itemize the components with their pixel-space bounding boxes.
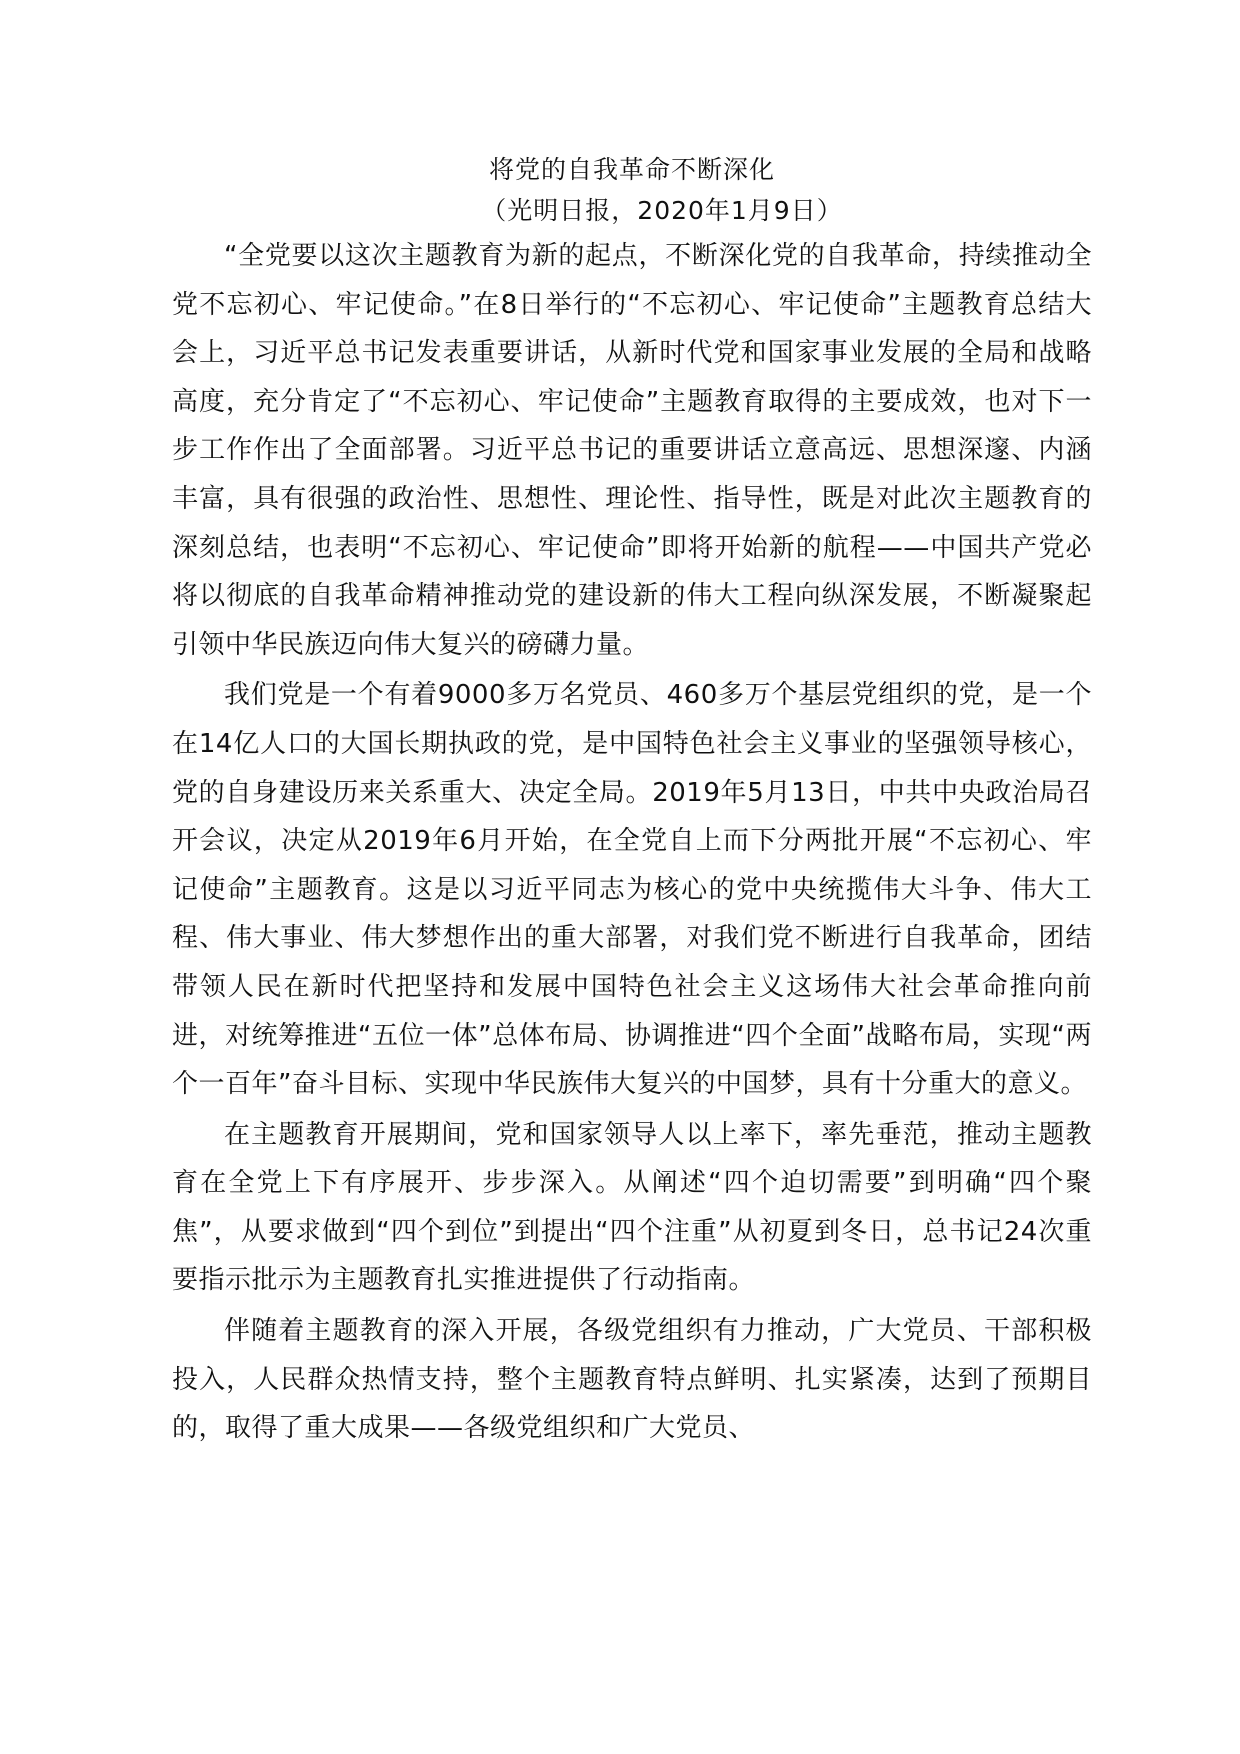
paragraph-2: 我们党是一个有着9000多万名党员、460多万个基层党组织的党，是一个在14亿人口的大国长期执政的党，是中国特色社会主义事业的坚强领导核心，党的自身建设历来关系重大、决定全局。2019年5月13日，中共中央政治局召开会议，决定从2019年6月开始，在全党自上而下分两批开展“不忘初心、牢记使命”主题教育。这是以习近平同志为核心的党中央统揽伟大斗争、伟大工程、伟大事业、伟大梦想作出的重大部署，对我们党不断进行自我革命，团结带领人民在新时代把坚持和发展中国特色社会主义这场伟大社会革命推向前进，对统筹推进“五位一体”总体布局、协调推进“四个全面”战略布局，实现“两个一百年”奋斗目标、实现中华民族伟大复兴的中国梦，具有十分重大的意义。 (172, 680, 1092, 1100)
document-page (172, 150, 1092, 1455)
paragraph-4: 伴随着主题教育的深入开展，各级党组织有力推动，广大党员、干部积极投入，人民群众热情支持，整个主题教育特点鲜明、扎实紧凑，达到了预期目的，取得了重大成果——各级党组织和广大党员、 (172, 1316, 1092, 1444)
document-title: 将党的自我革命不断深化 (488, 155, 775, 184)
paragraph-3: 在主题教育开展期间，党和国家领导人以上率下，率先垂范，推动主题教育在全党上下有序展开、步步深入。从阐述“四个迫切需要”到明确“四个聚焦”，从要求做到“四个到位”到提出“四个注重”从初夏到冬日，总书记24次重要指示批示为主题教育扎实推进提供了行动指南。 (172, 1119, 1092, 1296)
document-source: （光明日报，2020年1月9日） (481, 196, 843, 225)
paragraph-1: “全党要以这次主题教育为新的起点，不断深化党的自我革命，持续推动全党不忘初心、牢记使命。”在8日举行的“不忘初心、牢记使命”主题教育总结大会上，习近平总书记发表重要讲话，从新时代党和国家事业发展的全局和战略高度，充分肯定了“不忘初心、牢记使命”主题教育取得的主要成效，也对下一步工作作出了全面部署。习近平总书记的重要讲话立意高远、思想深邃、内涵丰富，具有很强的政治性、思想性、理论性、指导性，既是对此次主题教育的深刻总结，也表明“不忘初心、牢记使命”即将开始新的航程——中国共产党必将以彻底的自我革命精神推动党的建设新的伟大工程向纵深发展，不断凝聚起引领中华民族迈向伟大复兴的磅礴力量。 (172, 241, 1092, 660)
